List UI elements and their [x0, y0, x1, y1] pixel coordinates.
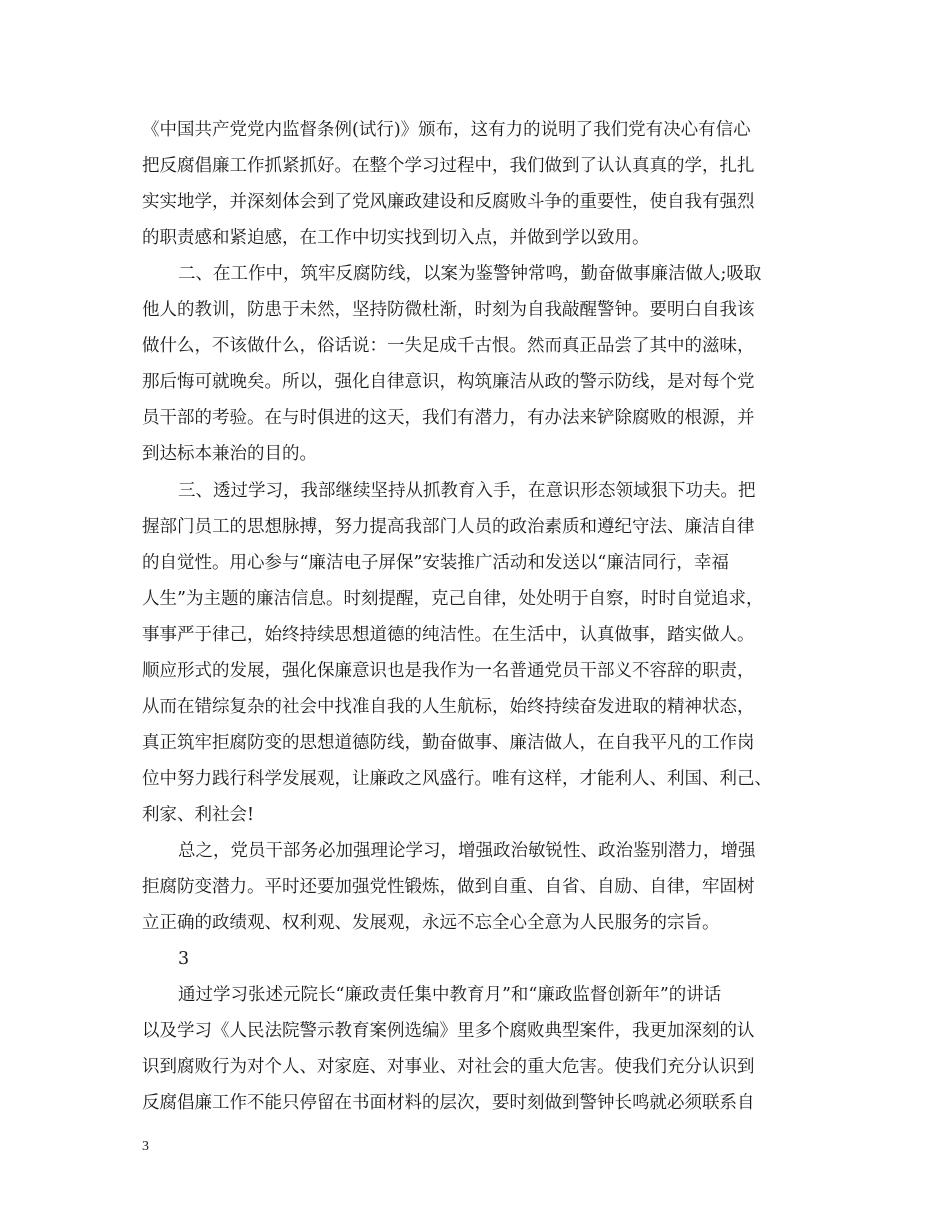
text-line: 反腐倡廉工作不能只停留在书面材料的层次，要时刻做到警钟长鸣就必须联系自 [142, 1093, 755, 1113]
text-line: 《中国共产党党内监督条例(试行)》颁布，这有力的说明了我们党有决心有信心 [142, 120, 751, 140]
paragraph-2-start: 二、在工作中，筑牢反腐防线，以案为鉴警钟常鸣，勤奋做事廉洁做人;吸取 [178, 264, 762, 284]
text-line: 那后悔可就晚矣。所以，强化自律意识，构筑廉洁从政的警示防线，是对每个党 [142, 372, 755, 392]
text-line: 实实地学，并深刻体会到了党风廉政建设和反腐败斗争的重要性，使自我有强烈 [142, 192, 755, 212]
text-line: 人生”为主题的廉洁信息。时刻提醒，克己自律，处处明于自察，时时自觉追求， [142, 589, 764, 609]
text-line: 做什么，不该做什么，俗话说：一失足成千古恨。然而真正品尝了其中的滋味， [142, 336, 755, 356]
text-line: 顺应形式的发展，强化保廉意识也是我作为一名普通党员干部义不容辞的职责， [142, 661, 755, 681]
page-number: 3 [142, 1139, 149, 1154]
paragraph-5-start: 通过学习张述元院长“廉政责任集中教育月”和“廉政监督创新年”的讲话 [178, 985, 722, 1005]
text-line: 到达标本兼治的目的。 [142, 444, 317, 464]
paragraph-4-start: 总之，党员干部务必加强理论学习，增强政治敏锐性、政治鉴别潜力，增强 [178, 841, 756, 861]
text-line: 他人的教训，防患于未然，坚持防微杜渐，时刻为自我敲醒警钟。要明白自我该 [142, 300, 755, 320]
text-line: 真正筑牢拒腐防变的思想道德防线，勤奋做事、廉洁做人，在自我平凡的工作岗 [142, 733, 755, 753]
text-line: 从而在错综复杂的社会中找准自我的人生航标，始终持续奋发进取的精神状态， [142, 697, 755, 717]
text-line: 立正确的政绩观、权利观、发展观，永远不忘全心全意为人民服务的宗旨。 [142, 913, 720, 933]
section-number: 3 [178, 949, 190, 969]
text-line: 利家、利社会! [142, 805, 255, 825]
text-line: 位中努力践行科学发展观，让廉政之风盛行。唯有这样，才能利人、利国、利己、 [142, 769, 772, 789]
text-line: 以及学习《人民法院警示教育案例选编》里多个腐败典型案件，我更加深刻的认 [142, 1021, 755, 1041]
text-line: 把反腐倡廉工作抓紧抓好。在整个学习过程中，我们做到了认认真真的学，扎扎 [142, 156, 755, 176]
text-line: 的自觉性。用心参与“廉洁电子屏保”安装推广活动和发送以“廉洁同行，幸福 [142, 553, 729, 573]
text-line: 事事严于律己，始终持续思想道德的纯洁性。在生活中，认真做事，踏实做人。 [142, 625, 755, 645]
text-line: 拒腐防变潜力。平时还要加强党性锻炼，做到自重、自省、自励、自律，牢固树 [142, 877, 755, 897]
text-line: 握部门员工的思想脉搏，努力提高我部门人员的政治素质和遵纪守法、廉洁自律 [142, 517, 755, 537]
text-line: 员干部的考验。在与时俱进的这天，我们有潜力，有办法来铲除腐败的根源，并 [142, 408, 755, 428]
paragraph-3-start: 三、透过学习，我部继续坚持从抓教育入手，在意识形态领域狠下功夫。把 [178, 481, 756, 501]
text-line: 的职责感和紧迫感，在工作中切实找到切入点，并做到学以致用。 [142, 228, 650, 248]
text-line: 识到腐败行为对个人、对家庭、对事业、对社会的重大危害。使我们充分认识到 [142, 1057, 755, 1077]
